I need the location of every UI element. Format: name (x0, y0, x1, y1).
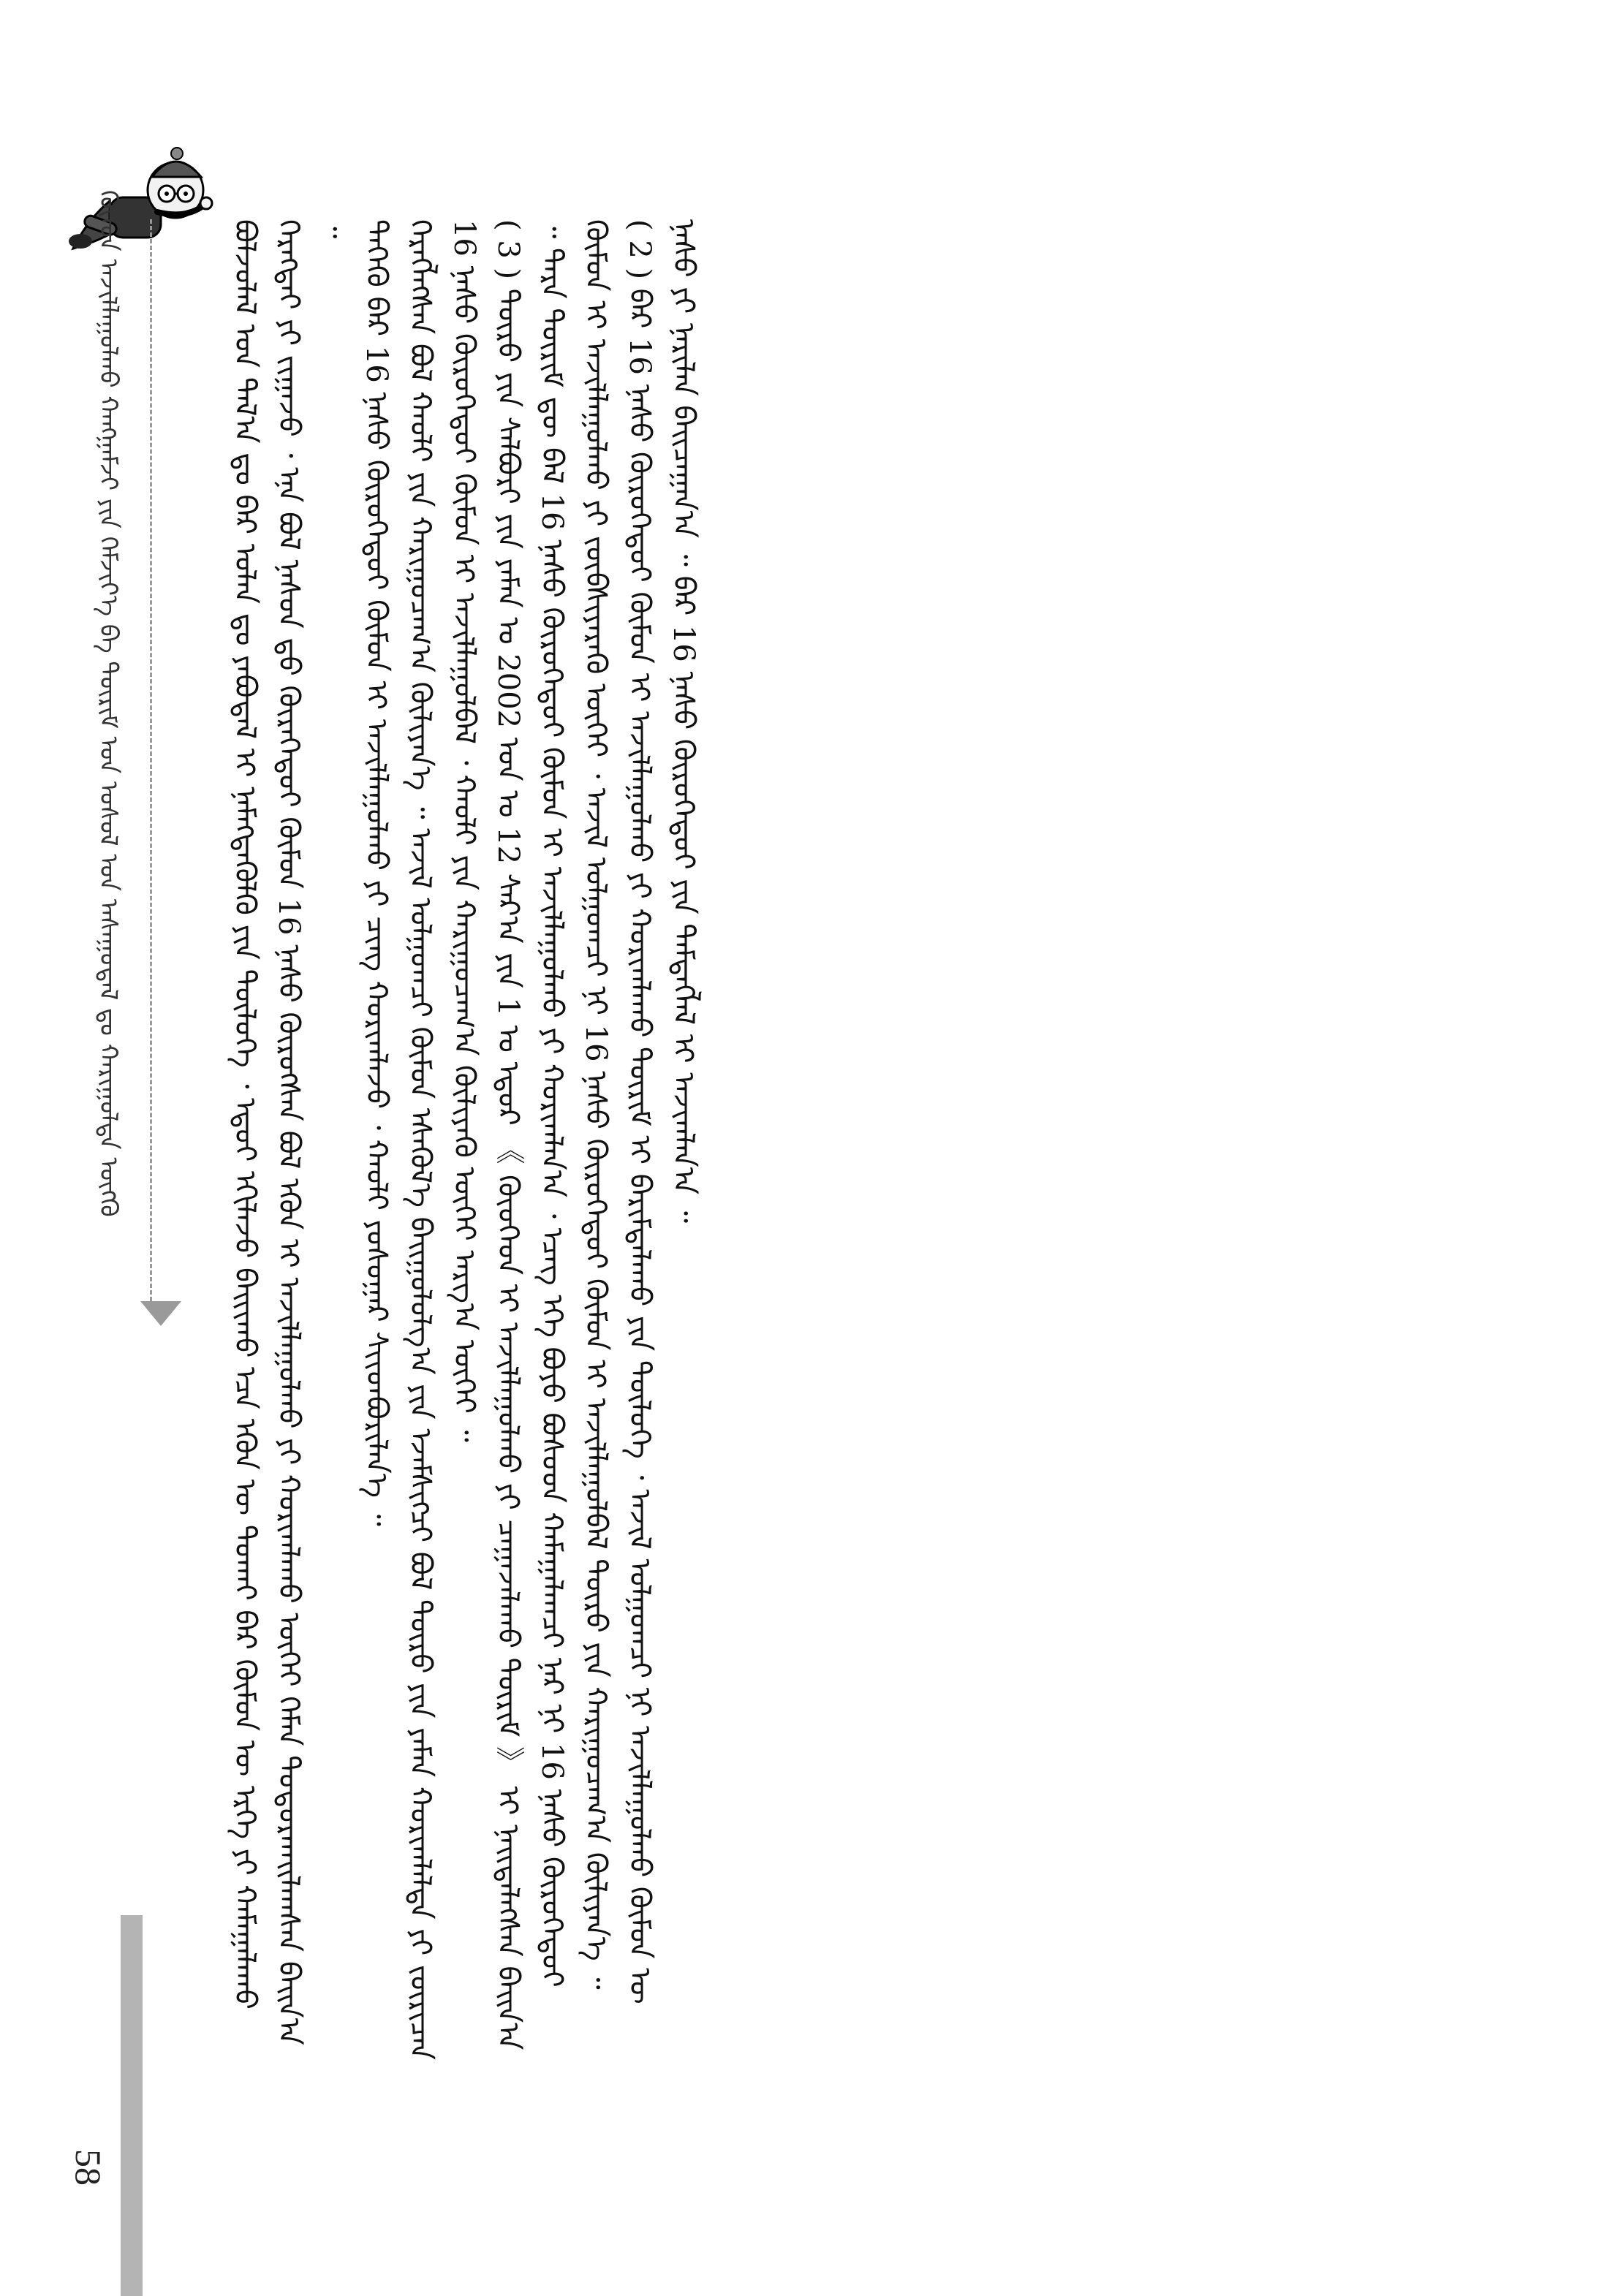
header-divider (150, 219, 152, 1301)
paragraph: ᠬᠡᠷᠡᠭᠯᠡᠭᠰᠡᠨ ᠪᠣᠯ ᠬᠠᠤᠯᠢ ᠶᠢᠨ ᠬᠠᠷᠢᠭᠤᠴᠠᠭ᠎ᠠ ᠬᠦᠯᠢᠶᠡᠨ᠎ᠡ ᠃ ᠠᠵᠢᠯ ᠣᠯᠭᠤᠭᠴᠢ ᠬᠦᠮᠦᠨ ᠡᠰᠡᠬᠦᠯ᠎ᠡ ᠪᠠᠢᠭᠤᠯᠤᠯᠭ᠎ᠠ ᠶᠢᠨ ᠡᠵᠡᠮᠰᠢᠭᠴᠢ ᠪᠣᠯ ᠲᠥᠷᠦ ᠶᠢᠨ ᠶᠠᠮᠠᠨ ᠬᠣᠷᠢᠭᠯᠠᠯᠲᠠ ᠶᠢ ᠵᠥᠷᠢᠴᠡᠨ 16 ᠨᠠᠰᠤ ᠬᠦᠷᠦᠭᠡᠳᠦᠢ ᠬᠦᠮᠦᠨ ᠢ ᠠᠵᠢᠯᠯᠠᠭᠤᠯᠪᠠᠯ ᠂ ᠬᠠᠤᠯᠢ ᠶᠢᠨ ᠬᠠᠷᠢᠭᠤᠴᠠᠭ᠎ᠠ ᠬᠦᠯᠢᠶᠡᠬᠦ ᠦᠭᠡᠢ ᠠᠷᠭ᠎ᠠ ᠦᠭᠡᠢ ᠃ (404, 219, 481, 2061)
paragraph: ᠲᠡᠭᠡᠬᠦ ᠪᠠᠷ 16 ᠨᠠᠰᠤ ᠬᠦᠷᠦᠭᠡᠳᠦᠢ ᠬᠦᠮᠦᠨ ᠢ ᠠᠵᠢᠯᠯᠠᠭᠤᠯᠬᠤ ᠶᠢ ᠴᠢᠩ ᠬᠣᠷᠢᠭᠯᠠᠵᠤ ᠂ ᠬᠠᠤᠯᠢ ᠶᠣᠰᠤᠭᠠᠷ ᠰᠢᠢᠳᠪᠦᠷᠢᠯᠡᠨ᠎ᠡ ᠃ (360, 219, 393, 1526)
paragraph: ( 3 ) ᠲᠥᠷᠦ ᠶᠢᠨ ᠰᠠᠯᠪᠤᠷᠢ ᠶᠢᠨ ᠶᠠᠮᠠᠨ ᠤ 2002 ᠣᠨ ᠤ 12 ᠰᠠᠷ᠎ᠠ ᠶᠢᠨ 1 ᠤ ᠡᠳᠦᠷ 《 ᠬᠦᠦᠬᠡᠳ ᠢ ᠠᠵᠢᠯᠯᠠᠭᠤᠯᠬᠤ ᠶᠢ ᠴᠠᠭᠠᠵᠠᠯᠠᠬᠤ ᠳᠦᠷᠢᠮ 》 ᠢ ᠨᠡᠢᠲᠡᠯᠡᠭᠰᠡᠨ ᠪᠠᠢᠨ᠎ᠠ ᠃ ᠲᠡᠷᠡ ᠳᠦᠷᠢᠮ ᠳᠦ ᠪᠠᠯ 16 ᠨᠠᠰᠤ ᠬᠦᠷᠦᠭᠡᠳᠦᠢ ᠬᠦᠮᠦᠨ ᠢ ᠠᠵᠢᠯᠯᠠᠭᠤᠯᠬᠤ ᠶᠢ ᠬᠣᠷᠢᠭᠯᠠᠨ᠎ᠠ ᠂ ᠡᠴᠡᠭ᠌ ᠡᠬᠡ ᠪᠤᠶᠤ ᠪᠤᠰᠤᠳ ᠬᠠᠮᠠᠭᠠᠯᠠᠭᠴᠢ ᠨᠠᠷ ᠨᠢ 16 ᠨᠠᠰᠤ ᠬᠦᠷᠦᠭᠡᠳᠦᠢ ᠬᠦᠮᠦᠨ ᠢ ᠠᠵᠢᠯᠯᠠᠭᠤᠯᠬᠤ ᠶᠢ ᠵᠥᠪᠰᠢᠶᠡᠷᠡᠬᠦ ᠦᠭᠡᠢ ᠂ ᠠᠵᠢᠯ ᠣᠯᠭᠤᠭᠴᠢ ᠨᠢ 16 ᠨᠠᠰᠤ ᠬᠦᠷᠦᠭᠡᠳᠦᠢ ᠬᠦᠮᠦᠨ ᠢ ᠠᠵᠢᠯᠯᠠᠭᠤᠯᠪᠠᠯ ᠲᠥᠷᠦ ᠶᠢᠨ ᠬᠠᠷᠢᠭᠤᠴᠠᠭ᠎ᠠ ᠬᠦᠯᠢᠶᠡᠨ᠎ᠡ ᠃ (491, 219, 613, 2050)
running-header-text: ᠬᠦᠮᠦᠨ ᠠᠵᠢᠯᠯᠠᠭᠤᠯᠬᠤ ᠬᠠᠩᠭᠠᠮᠵᠢ ᠶᠢᠨ ᠬᠡᠮᠵᠢᠶ᠎ᠡ ᠪᠠ ᠳᠦᠷᠢᠮ ᠤᠨ ᠤᠰᠤᠯ ᠤᠨ ᠠᠰᠠᠭᠤᠳᠠᠯ ᠳᠤ ᠬᠠᠷᠢᠭᠤᠯᠲᠠ ᠥᠭᠬᠦ (94, 190, 123, 1217)
paragraph: ᠪᠣᠯᠵᠣᠯᠠᠯ ᠤᠨ ᠲᠠᠯ᠎ᠠ ᠳᠤ ᠪᠡᠷ ᠣᠯᠠᠨ ᠳᠤ ᠶᠠᠪᠤᠳᠠᠯ ᠢ ᠨᠡᠮᠡᠭᠳᠡᠭᠦᠯᠬᠦ ᠶᠢᠨ ᠲᠥᠯᠦᠭᠡ ᠂ ᠡᠳᠦᠢ ᠡᠬᠢᠯᠡᠵᠦ ᠪᠠᠢᠢᠬᠤ ᠡᠴᠡ ᠡᠭᠦᠨ ᠦ ᠲᠤᠬᠠᠢ ᠪᠠᠷ ᠬᠦᠮᠦᠨ ᠦ ᠡᠷᠬᠡ ᠶᠢ ᠬᠠᠮᠠᠭᠠᠯᠠᠬᠤ ᠬᠡᠷᠡᠭᠲᠡᠢ ᠶᠢ ᠵᠢᠭᠠᠵᠤ ᠂ ᠡᠨᠡ ᠪᠣᠯ ᠨᠠᠰᠤᠨ ᠳ᠋ᠤ ᠬᠦᠷᠡᠭᠡᠳᠦᠢ ᠬᠦᠮᠦᠨ 16 ᠨᠠᠰᠤ ᠬᠦᠷᠦᠭᠰᠡᠨ ᠪᠣᠯ ᠡᠭᠦᠨ ᠢ ᠠᠵᠢᠯᠯᠠᠭᠤᠯᠬᠤ ᠶᠢ ᠬᠣᠷᠢᠭᠯᠠᠬᠤ ᠦᠭᠡᠢ ᠬᠡᠮᠡᠨ ᠲᠣᠳᠣᠷᠬᠠᠢᠯᠠᠭᠰᠠᠨ ᠪᠠᠢᠨ᠎ᠠ ᠃ (228, 219, 349, 2045)
paragraph: ( 2 ) ᠪᠡᠷ 16 ᠨᠠᠰᠤ ᠬᠦᠷᠦᠭᠡᠳᠦᠢ ᠬᠦᠮᠦᠨ ᠢ ᠠᠵᠢᠯᠯᠠᠭᠤᠯᠬᠤ ᠶᠢ ᠬᠣᠷᠢᠭᠯᠠᠬᠤ ᠳᠦᠷᠢᠮ ᠢ ᠪᠠᠷᠢᠮᠲᠠᠯᠠᠬᠤ ᠶᠢᠨ ᠲᠥᠯᠦᠭᠡ ᠂ ᠠᠵᠢᠯ ᠣᠯᠭᠤᠭᠴᠢ ᠨᠢ ᠠᠵᠢᠯᠯᠠᠭᠤᠯᠬᠤ ᠬᠦᠮᠦᠨ ᠦ ᠨᠠᠰᠤ ᠶᠢ ᠨᠠᠷᠢᠯᠠᠨ ᠪᠠᠢᠴᠠᠭᠠᠨ᠎ᠠ ᠃ ᠪᠡᠷ 16 ᠨᠠᠰᠤ ᠬᠦᠷᠦᠭᠡᠳᠦᠢ ᠶᠢᠨ ᠲᠡᠮᠳᠡᠭᠯᠡᠯ ᠢ ᠠᠵᠢᠭᠯᠠᠨ᠎ᠠ ᠃ (623, 219, 700, 2004)
running-header (86, 190, 130, 1330)
triangle-marker-icon (140, 1301, 181, 1326)
page-number: 58 (68, 2149, 109, 2186)
page-edge-tab (121, 1915, 143, 2296)
cartoon-boy-flying-icon (58, 132, 219, 278)
body-text (223, 219, 1246, 2061)
